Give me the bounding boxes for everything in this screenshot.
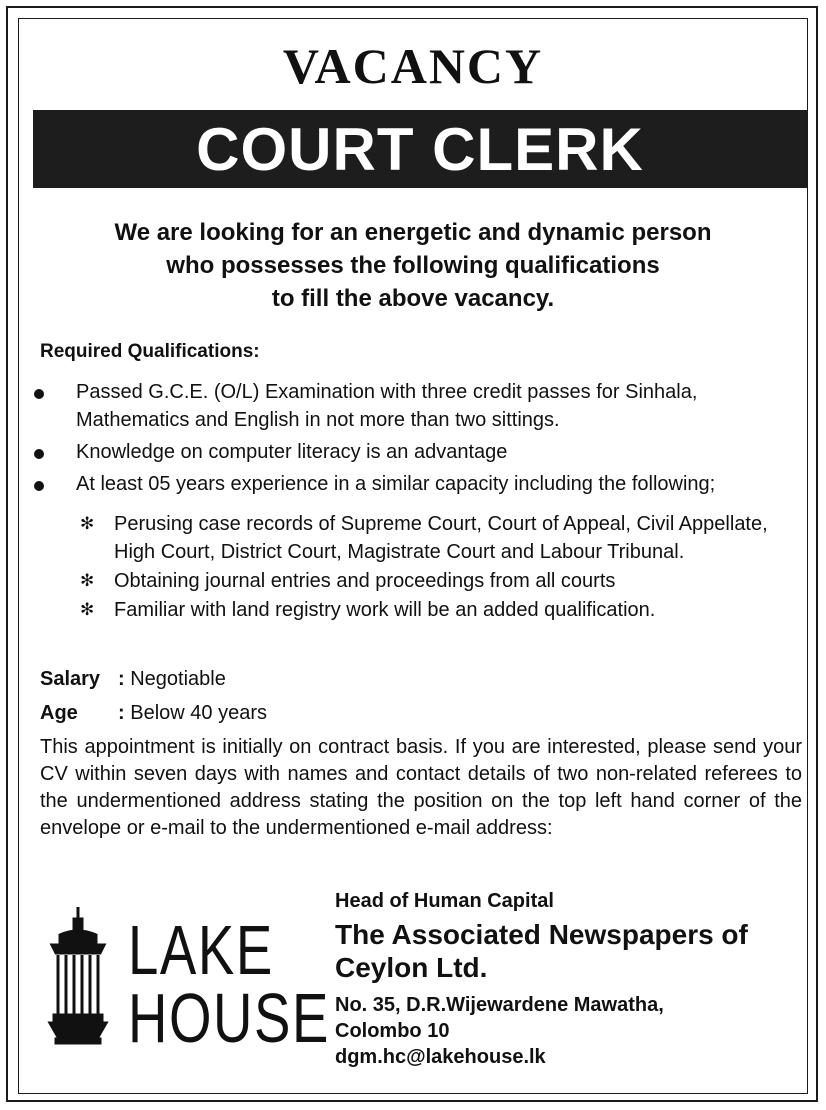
intro-line: We are looking for an energetic and dynamic person [114,219,712,246]
application-instructions: This appointment is initially on contract basis. If you are interested, please send your CV within seven days with names and contact details of two non-related referees to the undermentioned address stating the position on the top left hand corner of the envelope or e-mail to the undermentioned e-mail address: [40,736,802,839]
organization-line: The Associated Newspapers of [335,919,748,950]
list-item [34,438,814,466]
asterisk-bullet-icon: ✻ [80,600,95,619]
organization-line: Ceylon Ltd. [335,952,488,983]
bullet-icon [34,481,44,491]
position-banner [33,110,807,188]
salary-value: Negotiable [130,668,226,690]
vacancy-heading: VACANCY [282,38,544,94]
qualification-text: Passed G.C.E. (O/L) Examination with three credit passes for Sinhala, Mathematics and English in not more than two sittings. [76,381,698,431]
bullet-icon [34,389,44,399]
salary-separator: : [118,668,125,690]
list-item [76,567,796,595]
qualification-text: Knowledge on computer literacy is an advantage [76,441,508,463]
bullet-icon [34,449,44,459]
qualifications-heading: Required Qualifications: [40,341,260,362]
intro-line: to fill the above vacancy. [271,285,555,312]
contact-address [335,992,748,1070]
experience-text: Obtaining journal entries and proceedings from all courts [114,570,616,592]
contact-attention: Head of Human Capital [335,890,554,912]
contact-block [335,888,748,1070]
age-label: Age [40,702,78,724]
intro-text [40,216,786,315]
experience-text: Familiar with land registry work will be an added qualification. [114,599,656,621]
contact-email: dgm.hc@lakehouse.lk [335,1046,546,1068]
salary-label: Salary [40,668,101,690]
experience-sublist [76,510,796,625]
contact-organization [335,918,748,984]
list-item [76,596,796,624]
lake-house-building-icon [46,905,110,1045]
list-item [76,510,796,566]
asterisk-bullet-icon: ✻ [80,514,95,533]
asterisk-bullet-icon: ✻ [80,571,95,590]
position-title: COURT CLERK [196,115,644,183]
salary-row [40,668,226,691]
address-line: No. 35, D.R.Wijewardene Mawatha, [335,994,664,1016]
logo-word-lake: LAKE [128,911,274,989]
lake-house-logo [46,905,330,1057]
age-row [40,702,267,725]
qualifications-list [34,378,814,502]
list-item [34,470,814,498]
qualification-text: At least 05 years experience in a similar capacity including the following; [76,473,716,495]
logo-word-house: HOUSE [128,979,330,1057]
age-separator: : [118,702,125,724]
age-value: Below 40 years [130,702,267,724]
intro-line: who possesses the following qualifications [166,252,660,279]
list-item [34,378,814,434]
address-line: Colombo 10 [335,1020,450,1042]
experience-text: Perusing case records of Supreme Court, Court of Appeal, Civil Appellate, High Court, District Court, Magistrate Court and Labour Tribunal. [114,513,768,563]
